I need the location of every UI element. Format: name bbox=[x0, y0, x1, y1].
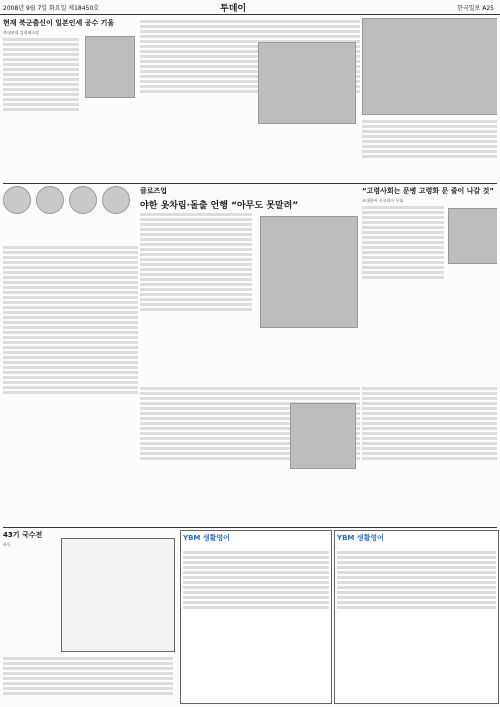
left-article bbox=[3, 18, 138, 168]
go-title: 43기 국수전 bbox=[3, 531, 43, 539]
right-lower-notices bbox=[362, 385, 497, 525]
face-4 bbox=[102, 186, 130, 214]
people-column bbox=[3, 244, 138, 522]
closeup-article bbox=[140, 186, 360, 382]
header-title: 투데이 bbox=[220, 4, 247, 14]
page-header bbox=[0, 0, 500, 15]
ybm-ad-1 bbox=[180, 530, 332, 704]
header-left: 2008년 9월 7일 화요일 제18450호 bbox=[3, 5, 99, 12]
closeup-label: 클로즈업 bbox=[140, 187, 168, 195]
closeup-headline: 야한 옷차림·돌출 언행 “아무도 못말려” bbox=[140, 201, 299, 211]
header-right: 한국일보 A25 bbox=[457, 5, 494, 12]
ybm-ad-1-title: YBM 생활영어 bbox=[183, 534, 230, 542]
top-right-article bbox=[362, 18, 497, 180]
center-lower-photo bbox=[290, 403, 356, 469]
left-article-title: 현재 북군출신이 일본인세 공수 기울 bbox=[3, 19, 115, 27]
left-article-body bbox=[3, 38, 79, 111]
go-commentary bbox=[3, 655, 173, 697]
go-board bbox=[61, 538, 175, 652]
people-list bbox=[3, 246, 138, 394]
go-subtitle: 바둑 bbox=[3, 542, 11, 547]
face-1 bbox=[3, 186, 31, 214]
ybm-ad-1-body bbox=[181, 547, 331, 613]
right-article-title: “고령사회는 문병 고령화 문 줄이 나갈 것” bbox=[362, 187, 495, 195]
closeup-photo bbox=[260, 216, 358, 328]
right-article-body bbox=[362, 206, 444, 279]
faces-row bbox=[3, 186, 138, 241]
divider-1 bbox=[3, 183, 497, 184]
right-portrait bbox=[448, 208, 497, 264]
group-photo bbox=[258, 42, 356, 124]
face-2 bbox=[36, 186, 64, 214]
top-middle-article bbox=[140, 18, 360, 180]
closeup-body bbox=[140, 213, 252, 311]
go-column bbox=[3, 530, 178, 702]
right-article bbox=[362, 186, 497, 382]
top-right-body bbox=[362, 118, 497, 160]
center-lower-article bbox=[140, 385, 360, 525]
ybm-ad-2-title: YBM 생활영어 bbox=[337, 534, 384, 542]
ybm-ad-2-body bbox=[335, 547, 498, 613]
right-article-subtitle: 조대현씨 시코리아 우대 bbox=[362, 198, 404, 203]
left-article-subtitle: 북대연대 김광태소장 bbox=[3, 30, 40, 35]
event-photo bbox=[362, 18, 497, 115]
divider-2 bbox=[3, 527, 497, 528]
ybm-ad-2 bbox=[334, 530, 499, 704]
right-lower-body bbox=[362, 387, 497, 460]
face-3 bbox=[69, 186, 97, 214]
portrait-photo bbox=[85, 36, 135, 98]
